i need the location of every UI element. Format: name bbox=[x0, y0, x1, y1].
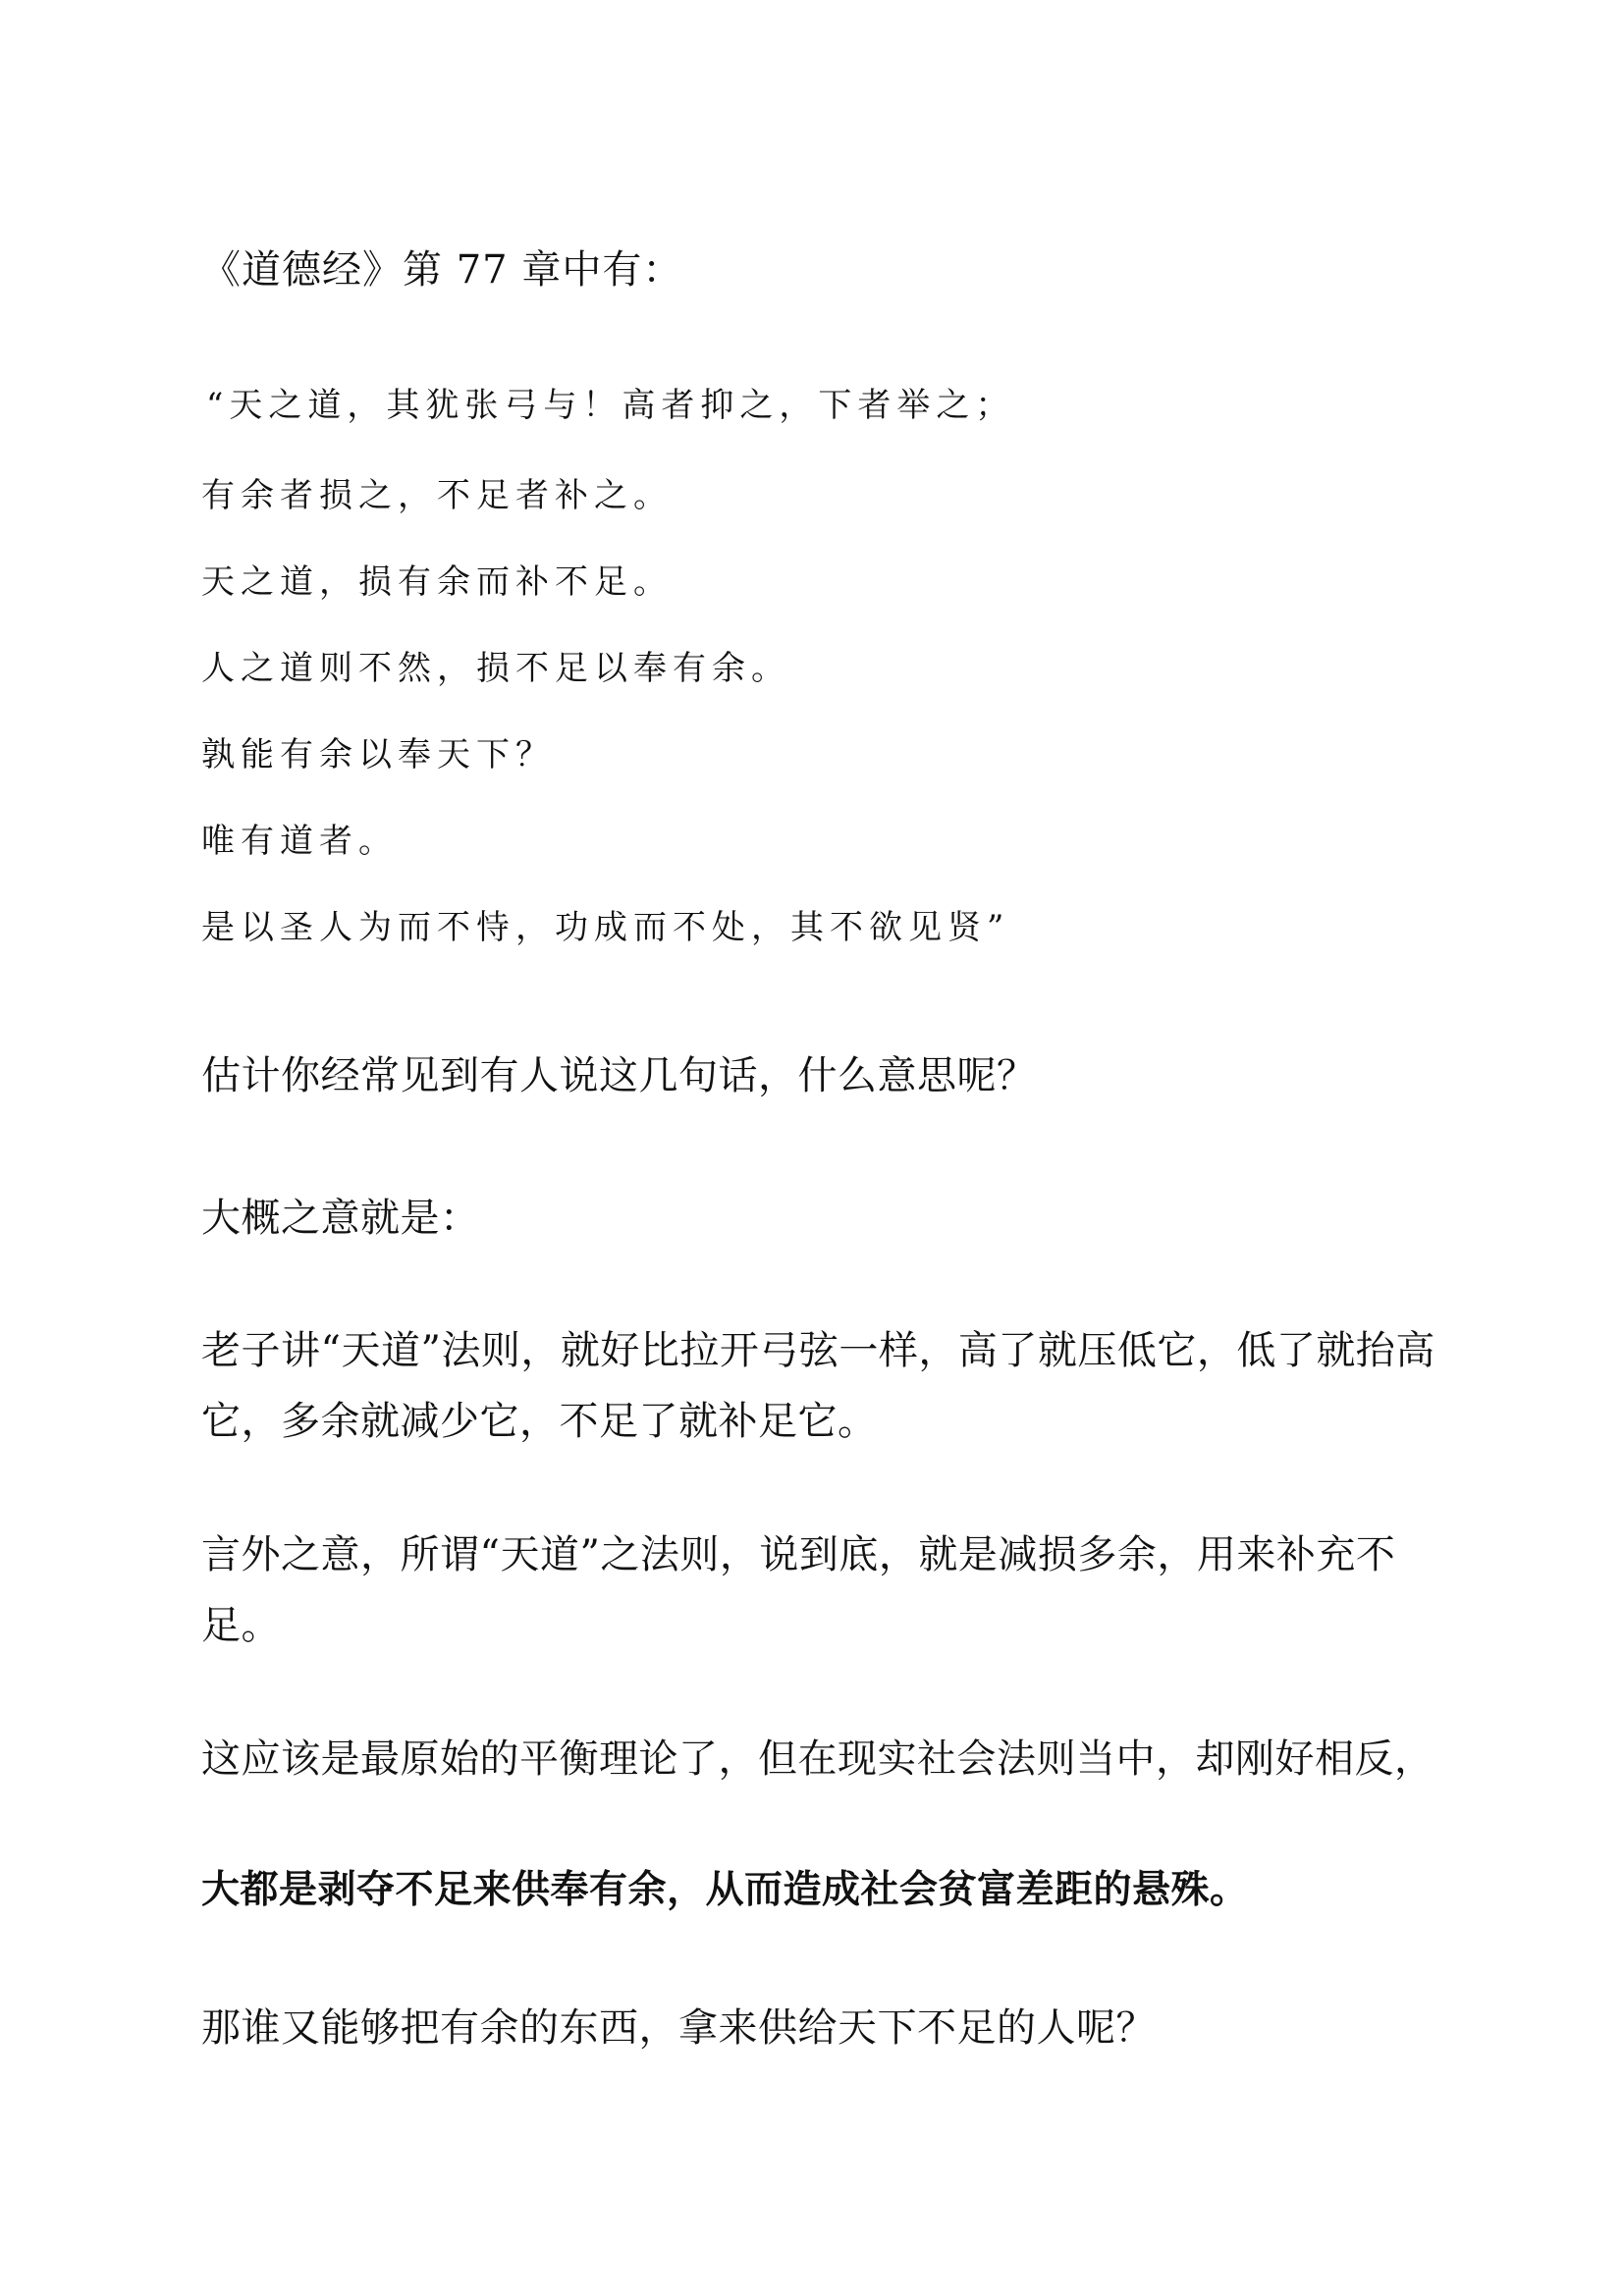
chapter-heading: 《道德经》第 77 章中有： bbox=[201, 247, 683, 293]
quote-line: 是以圣人为而不恃，功成而不处，其不欲见贤” bbox=[201, 908, 1010, 947]
quote-line: 有余者损之，不足者补之。 bbox=[201, 476, 673, 515]
body-paragraph: 那谁又能够把有余的东西，拿来供给天下不足的人呢？ bbox=[201, 2005, 1156, 2051]
quote-line: 天之道，损有余而补不足。 bbox=[201, 562, 673, 602]
quote-line: 人之道则不然，损不足以奉有余。 bbox=[201, 649, 790, 688]
body-paragraph: 老子讲“天道”法则，就好比拉开弓弦一样，高了就压低它，低了就抬高它，多余就减少它，不足了就补足它。 bbox=[201, 1328, 1435, 1444]
bold-paragraph: 大都是剥夺不足来供奉有余，从而造成社会贫富差距的悬殊。 bbox=[201, 1868, 1249, 1912]
quote-line: 孰能有余以奉天下？ bbox=[201, 735, 555, 774]
body-paragraph: 这应该是最原始的平衡理论了，但在现实社会法则当中，却刚好相反， bbox=[201, 1736, 1434, 1782]
body-paragraph: 言外之意，所谓“天道”之法则，说到底，就是减损多余，用来补充不足。 bbox=[201, 1532, 1396, 1648]
quote-line: “天之道，其犹张弓与！高者抑之，下者举之； bbox=[206, 386, 1015, 425]
body-paragraph: 估计你经常见到有人说这几句话，什么意思呢？ bbox=[201, 1053, 1037, 1098]
body-paragraph: 大概之意就是： bbox=[201, 1196, 480, 1241]
quote-line: 唯有道者。 bbox=[201, 822, 398, 861]
